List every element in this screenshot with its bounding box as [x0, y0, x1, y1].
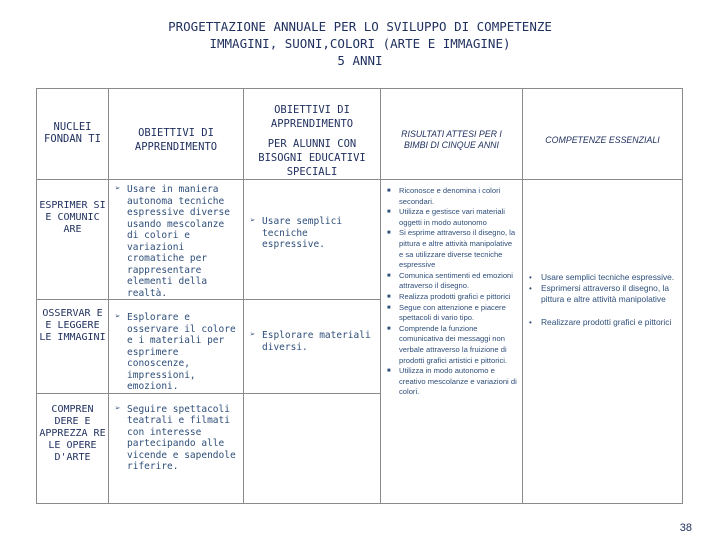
list-item: ■ Comprende la funzione comunicativa dei messaggi non verbale attraverso la fruizione di prodotti grafici artistici e pittorici.: [387, 323, 508, 365]
obiettivo-cell: ➢ Usare in maniera autonoma tecniche espressive diverse usando mescolanze di colori e variazioni cromatiche per rappresentare elementi della realtà.: [109, 180, 244, 300]
square-bullet-icon: ■: [387, 304, 391, 311]
square-bullet-icon: ■: [387, 325, 391, 332]
nucleo-cell: OSSERVAR E E LEGGERE LE IMMAGINI: [37, 300, 109, 394]
header-obiettivi: OBIETTIVI DI APPRENDIMENTO: [109, 89, 244, 180]
header-obiettivi-bes: OBIETTIVI DI APPRENDIMENTO PER ALUNNI CON BISOGNI EDUCATIVI SPECIALI: [244, 89, 381, 180]
table-row: [37, 180, 683, 300]
obiettivo-bes-cell: [244, 393, 381, 503]
list-item: ■ Segue con attenzione e piacere spettacoli di vario tipo.: [387, 302, 506, 323]
title-line-3: 5 ANNI: [337, 53, 383, 68]
title-line-2: IMMAGINI, SUONI,COLORI (ARTE E IMMAGINE): [209, 36, 511, 51]
list-item: • Esprimersi attraverso il disegno, la pittura e altre attività manipolative: [529, 283, 670, 304]
list-item: ■ Utilizza e gestisce vari materiali oggetti in modo autonomo: [387, 207, 505, 227]
competenze-cell: [523, 180, 683, 504]
header-row: [37, 89, 683, 180]
dot-bullet-icon: •: [529, 284, 532, 293]
header-risultati: RISULTATI ATTESI PER I BIMBI DI CINQUE ANNI: [381, 89, 523, 180]
square-bullet-icon: ■: [387, 368, 391, 375]
header-nuclei: NUCLEI FONDAN TI: [37, 89, 109, 180]
title-line-1: PROGETTAZIONE ANNUALE PER LO SVILUPPO DI COMPETENZE: [168, 19, 552, 34]
list-item: ■ Realizza prodotti grafici e pittorici: [387, 291, 511, 301]
list-item: ■ Si esprime attraverso il disegno, la pittura e altre attività manipolative e sa utilizzare diverse tecniche espressive: [387, 228, 516, 270]
arrow-bullet-icon: ➢: [250, 330, 256, 340]
obiettivo-cell: ➢ Esplorare e osservare il colore e i materiali per esprimere conoscenze, impressioni, emozioni.: [109, 300, 244, 394]
obiettivo-bes-cell: ➢ Usare semplici tecniche espressive.: [244, 180, 381, 300]
arrow-bullet-icon: ➢: [115, 312, 121, 322]
risultati-cell: [381, 180, 523, 504]
arrow-bullet-icon: ➢: [115, 184, 121, 194]
obiettivo-cell: ➢ Seguire spettacoli teatrali e filmati con interesse partecipando alle vicende e sapendole riferire.: [109, 393, 244, 503]
page-number: 38: [679, 522, 692, 534]
list-item: ■ Utilizza in modo autonomo e creativo mescolanze e variazioni di colori.: [387, 366, 517, 397]
square-bullet-icon: ■: [387, 209, 391, 216]
nucleo-cell: ESPRIMER SI E COMUNIC ARE: [37, 180, 109, 300]
dot-bullet-icon: •: [529, 273, 532, 282]
header-competenze: COMPETENZE ESSENZIALI: [523, 89, 683, 180]
list-item: ■ Comunica sentimenti ed emozioni attraverso il disegno.: [387, 270, 513, 291]
arrow-bullet-icon: ➢: [115, 403, 121, 414]
list-item: • Usare semplici tecniche espressive.: [529, 272, 675, 282]
list-item: • Realizzare prodotti grafici e pittorici: [529, 317, 672, 327]
list-item: ■ Riconosce e denomina i colori secondari.: [387, 186, 501, 206]
arrow-bullet-icon: ➢: [250, 216, 256, 226]
obiettivo-bes-cell: ➢ Esplorare materiali diversi.: [244, 300, 381, 394]
square-bullet-icon: ■: [387, 188, 391, 194]
risultati-list: [381, 180, 522, 398]
page-title: [0, 18, 720, 69]
curriculum-table: [36, 88, 683, 504]
square-bullet-icon: ■: [387, 230, 391, 237]
square-bullet-icon: ■: [387, 272, 391, 279]
square-bullet-icon: ■: [387, 293, 391, 300]
nucleo-cell: COMPREN DERE E APPREZZA RE LE OPERE D'ARTE: [37, 393, 109, 503]
dot-bullet-icon: •: [529, 318, 532, 327]
competenze-list: [523, 180, 682, 328]
